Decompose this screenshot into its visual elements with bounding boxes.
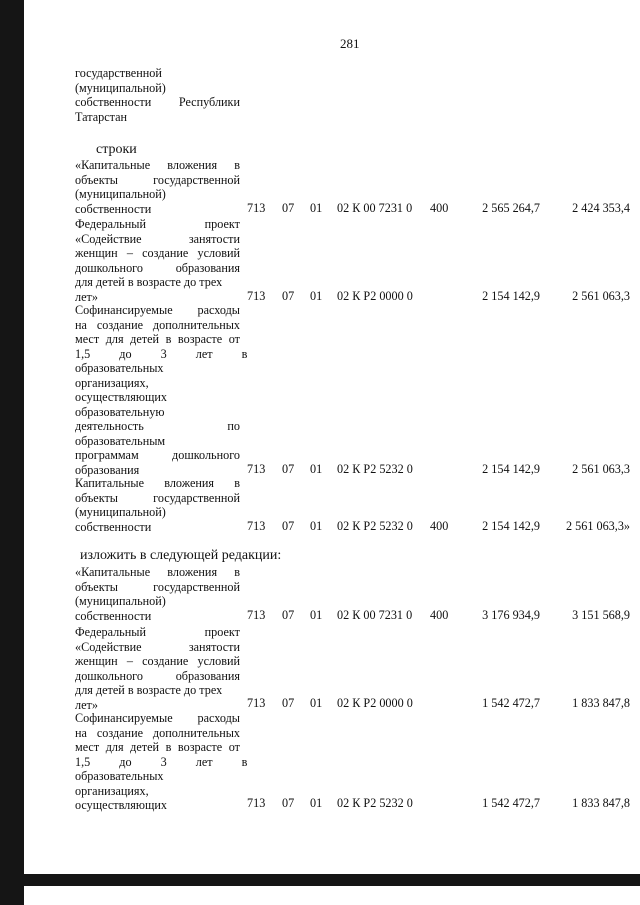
new-row-2-description: Софинансируемые расходы на создание дополнительных мест для детей в возрасте от 1,5 до 3 лет в образовательных организациях, осуществляющих xyxy=(75,711,248,812)
new-row-2-c6: 1 542 472,7 xyxy=(482,796,540,810)
new-row-1-c1: 713 xyxy=(247,696,266,710)
scan-border-left xyxy=(0,0,24,905)
page-number: 281 xyxy=(340,36,360,51)
new-row-2-c1: 713 xyxy=(247,796,266,810)
new-row-2-c2: 07 xyxy=(282,796,295,810)
old-row-0-c7: 2 424 353,4 xyxy=(572,201,630,215)
old-row-1-description: Федеральный проект «Содействие занятости женщин – создание условий дошкольного образования для детей в возрасте до трех лет» xyxy=(75,217,240,304)
old-row-1-c6: 2 154 142,9 xyxy=(482,289,540,303)
old-row-3-c6: 2 154 142,9 xyxy=(482,519,540,533)
old-row-2-c2: 07 xyxy=(282,462,295,476)
old-row-3-c1: 713 xyxy=(247,519,266,533)
new-row-0-c2: 07 xyxy=(282,608,295,622)
new-row-2-c7: 1 833 847,8 xyxy=(572,796,630,810)
heading-old: строки xyxy=(96,142,137,157)
new-row-1-c7: 1 833 847,8 xyxy=(572,696,630,710)
old-row-3-c5: 400 xyxy=(430,519,449,533)
old-row-1-c3: 01 xyxy=(310,289,323,303)
old-row-1-c1: 713 xyxy=(247,289,266,303)
old-row-2-description: Софинансируемые расходы на создание дополнительных мест для детей в возрасте от 1,5 до 3 лет в образовательных организациях, осуществляющих образовательную деятельность по образовательным программам дошкольного образования xyxy=(75,303,248,477)
old-row-0-c2: 07 xyxy=(282,201,295,215)
new-row-0-c1: 713 xyxy=(247,608,266,622)
new-row-0-c6: 3 176 934,9 xyxy=(482,608,540,622)
old-row-1-c2: 07 xyxy=(282,289,295,303)
old-row-0-c4: 02 К 00 7231 0 xyxy=(337,201,413,215)
old-row-0-c1: 713 xyxy=(247,201,266,215)
old-row-3-c3: 01 xyxy=(310,519,323,533)
new-row-2-c4: 02 К Р2 5232 0 xyxy=(337,796,413,810)
new-row-0-c3: 01 xyxy=(310,608,323,622)
new-row-2-c3: 01 xyxy=(310,796,323,810)
old-row-3-c4: 02 К Р2 5232 0 xyxy=(337,519,413,533)
new-row-1-c6: 1 542 472,7 xyxy=(482,696,540,710)
old-row-0-description: «Капитальные вложения в объекты государственной (муниципальной) собственности xyxy=(75,158,240,216)
new-row-0-c4: 02 К 00 7231 0 xyxy=(337,608,413,622)
scan-border-bottom xyxy=(0,874,640,886)
old-row-0-c3: 01 xyxy=(310,201,323,215)
old-row-3-description: Капитальные вложения в объекты государственной (муниципальной) собственности xyxy=(75,476,240,534)
old-row-3-c7: 2 561 063,3» xyxy=(566,519,630,533)
old-row-2-c1: 713 xyxy=(247,462,266,476)
new-row-1-c4: 02 К Р2 0000 0 xyxy=(337,696,413,710)
old-row-0-c5: 400 xyxy=(430,201,449,215)
intro-text: государственной (муниципальной) собственности Республики Татарстан xyxy=(75,66,240,124)
old-row-1-c4: 02 К Р2 0000 0 xyxy=(337,289,413,303)
old-row-2-c7: 2 561 063,3 xyxy=(572,462,630,476)
old-row-2-c4: 02 К Р2 5232 0 xyxy=(337,462,413,476)
new-row-1-c2: 07 xyxy=(282,696,295,710)
new-row-1-c3: 01 xyxy=(310,696,323,710)
old-row-2-c6: 2 154 142,9 xyxy=(482,462,540,476)
old-row-2-c3: 01 xyxy=(310,462,323,476)
new-row-0-description: «Капитальные вложения в объекты государственной (муниципальной) собственности xyxy=(75,565,240,623)
old-row-1-c7: 2 561 063,3 xyxy=(572,289,630,303)
old-row-3-c2: 07 xyxy=(282,519,295,533)
old-row-0-c6: 2 565 264,7 xyxy=(482,201,540,215)
new-row-0-c5: 400 xyxy=(430,608,449,622)
new-row-0-c7: 3 151 568,9 xyxy=(572,608,630,622)
new-row-1-description: Федеральный проект «Содействие занятости женщин – создание условий дошкольного образования для детей в возрасте до трех лет» xyxy=(75,625,240,712)
heading-new: изложить в следующей редакции: xyxy=(80,548,282,563)
